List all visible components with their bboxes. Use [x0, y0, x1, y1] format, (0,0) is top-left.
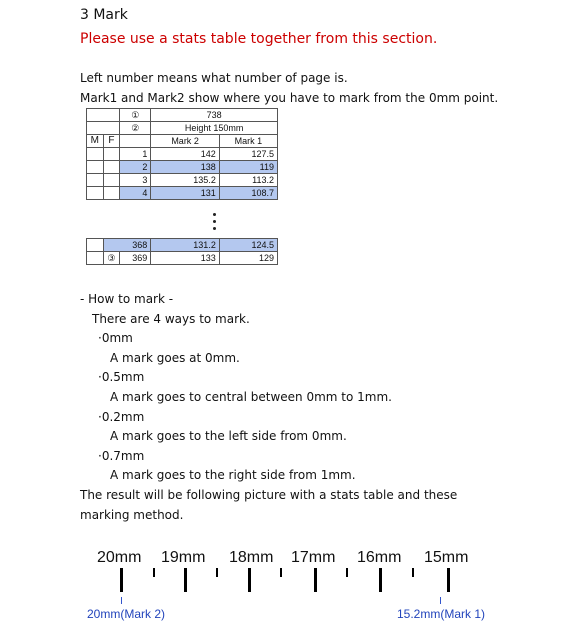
- ruler-label: 17mm: [291, 549, 336, 566]
- way-name: ·0.7mm: [98, 448, 145, 463]
- ruler-tick: [184, 568, 187, 592]
- ruler-tick: [379, 568, 382, 592]
- circle-2-label: ②: [120, 122, 151, 135]
- value-738: 738: [151, 109, 278, 122]
- mark1-result-label: 15.2mm(Mark 1): [397, 607, 486, 621]
- mark1-value: 113.2: [219, 174, 277, 187]
- mark2-indicator: [121, 597, 122, 604]
- mark1-value: 124.5: [219, 239, 277, 252]
- ruler-half-tick: [280, 568, 282, 577]
- continuation-dots: [213, 213, 217, 234]
- ruler-label: 16mm: [357, 549, 402, 566]
- ruler-half-tick: [216, 568, 218, 577]
- mark2-value: 131.2: [151, 239, 220, 252]
- ruler-half-tick: [346, 568, 348, 577]
- mark2-result-label: 20mm(Mark 2): [87, 607, 166, 621]
- ruler-label: 15mm: [424, 549, 469, 566]
- mark1-value: 129: [219, 252, 277, 265]
- col-mark1-header: Mark 1: [219, 135, 277, 148]
- page-number: 3: [120, 174, 151, 187]
- table-row: [87, 239, 278, 252]
- page-number: 2: [120, 161, 151, 174]
- notice-text: Please use a stats table together from this section.: [80, 31, 438, 47]
- way-name: ·0mm: [98, 331, 133, 346]
- ruler-label: 20mm: [97, 549, 142, 566]
- blank-cell: [120, 135, 151, 148]
- mark2-value: 135.2: [151, 174, 220, 187]
- page-number: 369: [120, 252, 151, 265]
- section-heading: 3 Mark: [80, 7, 128, 23]
- circle-1-label: ①: [120, 109, 151, 122]
- ruler-half-tick: [153, 568, 155, 577]
- page-number: 4: [120, 187, 151, 200]
- result-text-line-2: marking method.: [80, 507, 184, 522]
- way-name: ·0.2mm: [98, 409, 145, 424]
- table-row: [87, 161, 278, 174]
- table-row: [87, 187, 278, 200]
- height-label: Height 150mm: [151, 122, 278, 135]
- circle-3-label: ③: [103, 252, 120, 265]
- page-number: 368: [103, 239, 151, 252]
- mark1-indicator: [440, 597, 441, 604]
- stats-table-bottom: [86, 238, 278, 265]
- mark2-value: 138: [151, 161, 220, 174]
- ruler-tick: [314, 568, 317, 592]
- ruler-label: 18mm: [229, 549, 274, 566]
- mark1-value: 127.5: [219, 148, 277, 161]
- mark1-value: 119: [219, 161, 277, 174]
- intro-text: [80, 68, 498, 108]
- howto-title: - How to mark -: [80, 292, 174, 306]
- way-desc: A mark goes at 0mm.: [110, 350, 240, 365]
- col-f-header: F: [103, 135, 120, 148]
- mark2-value: 142: [151, 148, 220, 161]
- howto-subtitle: There are 4 ways to mark.: [92, 311, 250, 326]
- col-mark2-header: Mark 2: [151, 135, 220, 148]
- mark2-value: 133: [151, 252, 220, 265]
- stats-table-top: [86, 108, 278, 200]
- way-desc: A mark goes to the right side from 1mm.: [110, 468, 356, 483]
- col-m-header: M: [87, 135, 104, 148]
- table-row: [87, 252, 278, 265]
- intro-line-2: Mark1 and Mark2 show where you have to mark from the 0mm point.: [80, 91, 499, 105]
- page-number: 1: [120, 148, 151, 161]
- ruler-tick: [447, 568, 450, 592]
- intro-line-1: Left number means what number of page is.: [80, 71, 348, 85]
- way-desc: A mark goes to central between 0mm to 1mm.: [110, 389, 392, 404]
- way-name: ·0.5mm: [98, 370, 145, 385]
- how-to-mark-section: [80, 290, 457, 525]
- table-row: [87, 174, 278, 187]
- result-text-line-1: The result will be following picture with a stats table and these: [80, 487, 458, 502]
- ruler-tick: [120, 568, 123, 592]
- mark1-value: 108.7: [219, 187, 277, 200]
- ruler-label: 19mm: [161, 549, 206, 566]
- blank-cell: [87, 122, 120, 135]
- blank-cell: [87, 109, 120, 122]
- table-row: [87, 148, 278, 161]
- mark2-value: 131: [151, 187, 220, 200]
- ruler-tick: [248, 568, 251, 592]
- way-desc: A mark goes to the left side from 0mm.: [110, 429, 347, 444]
- ruler-half-tick: [412, 568, 414, 577]
